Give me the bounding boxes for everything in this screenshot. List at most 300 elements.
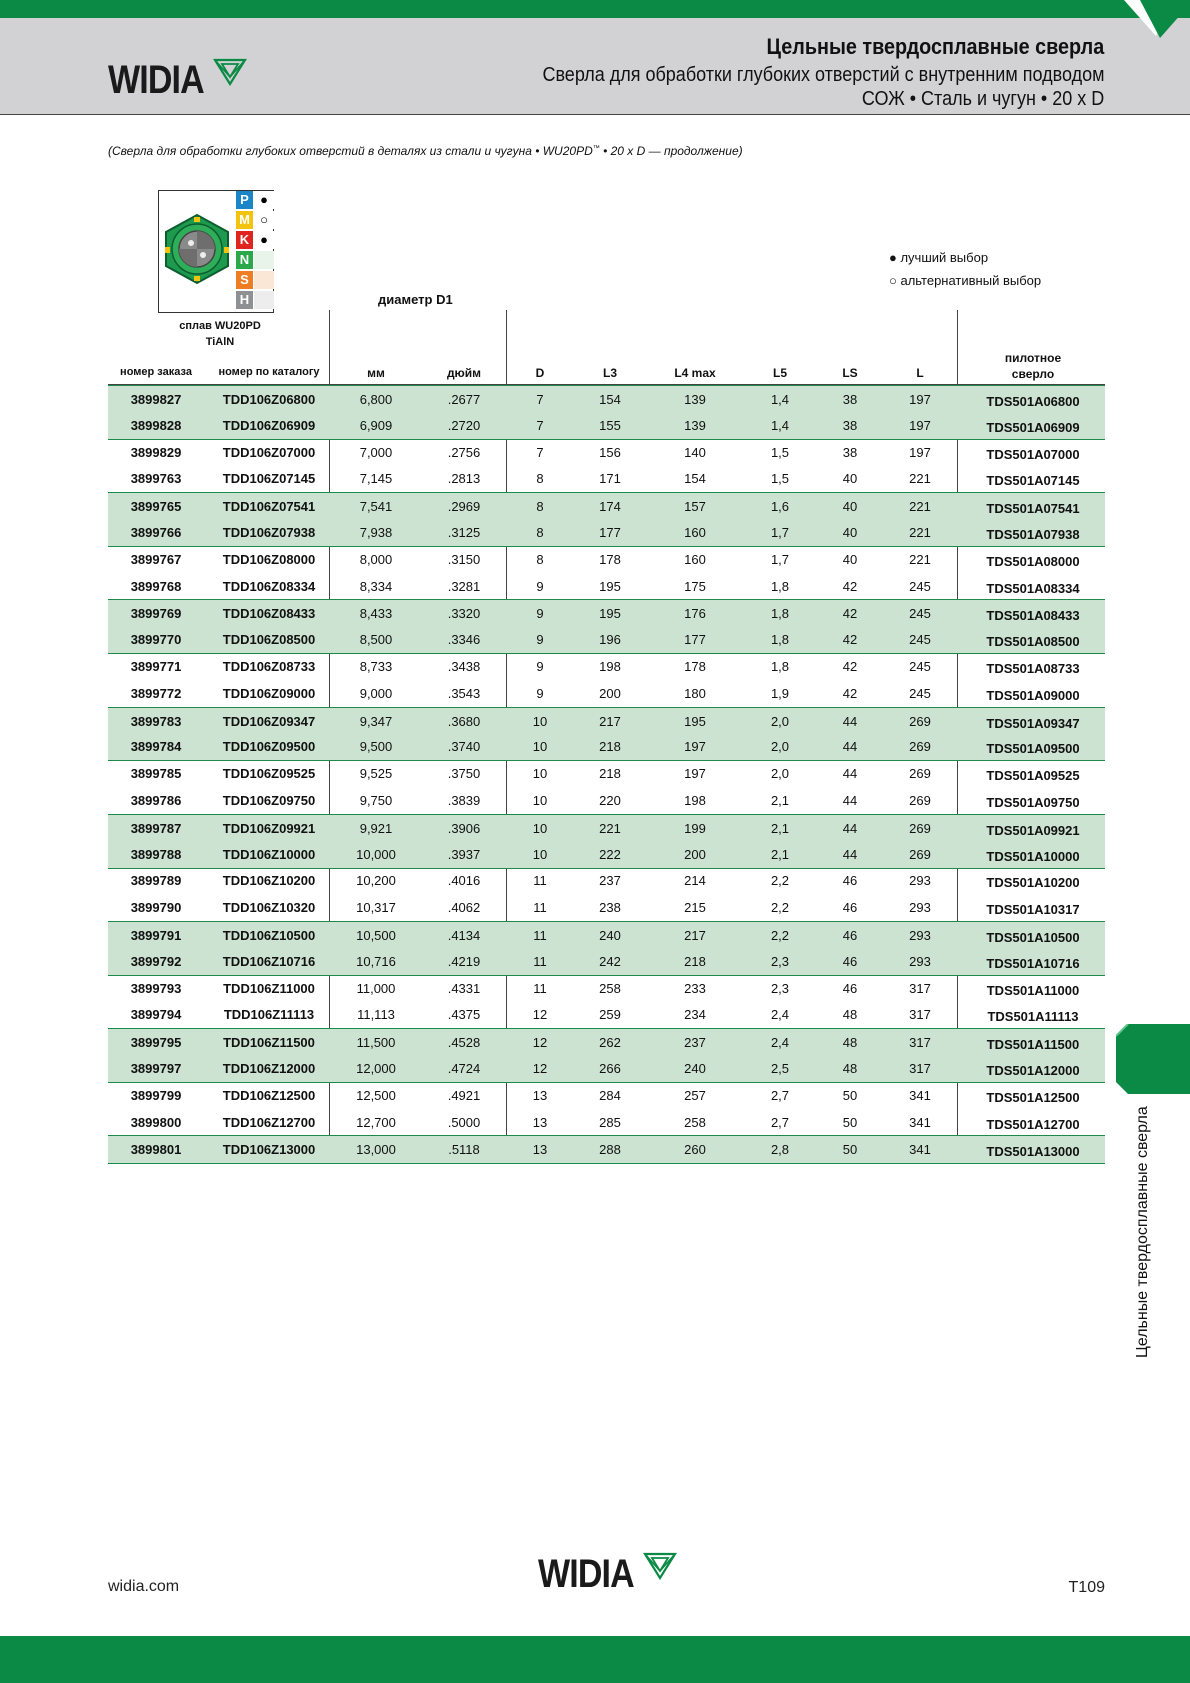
material-suitability-mark: ● — [253, 231, 274, 249]
cell-diameter-mm: 10,200 — [356, 873, 396, 889]
cell-ls: 46 — [842, 980, 858, 996]
top-green-bar — [0, 0, 1190, 18]
cell-pilot-drill: TDS501A07541 — [986, 501, 1080, 517]
table-row — [108, 921, 1105, 949]
cell-diameter-inch: .3937 — [447, 846, 481, 862]
cell-l3: 196 — [599, 632, 621, 648]
cell-d: 8 — [536, 499, 544, 515]
cell-diameter-inch: .2677 — [447, 392, 481, 407]
cell-catalog-no: TDD106Z10500 — [222, 928, 316, 943]
legend-best: ● лучший выбор — [889, 250, 989, 265]
table-row — [108, 1028, 1105, 1056]
cell-order-no: 3899768 — [130, 578, 182, 594]
table-row — [108, 948, 1105, 976]
cell-l5: 1,7 — [770, 551, 790, 567]
cell-catalog-no: TDD106Z12000 — [222, 1061, 316, 1076]
cell-l4max: 260 — [684, 1142, 706, 1158]
cell-l5: 2,5 — [770, 1061, 790, 1076]
cell-l3: 238 — [599, 900, 621, 916]
col-header-d: D — [535, 366, 545, 380]
cell-l3: 259 — [599, 1007, 621, 1023]
cell-l: 317 — [909, 1061, 931, 1076]
cell-pilot-drill: TDS501A10317 — [986, 902, 1080, 918]
page-header — [0, 18, 1190, 115]
cell-d: 11 — [533, 980, 547, 996]
cell-ls: 42 — [842, 578, 858, 594]
cell-d: 10 — [532, 713, 548, 729]
cell-l4max: 178 — [684, 659, 706, 674]
cell-catalog-no: TDD106Z09525 — [222, 766, 316, 782]
cell-l4max: 160 — [684, 551, 706, 567]
cell-pilot-drill: TDS501A10500 — [986, 930, 1080, 945]
cell-l3: 178 — [599, 551, 621, 567]
cell-order-no: 3899785 — [130, 766, 182, 782]
cell-l3: 266 — [599, 1061, 621, 1076]
cell-diameter-mm: 9,347 — [359, 713, 393, 729]
cell-ls: 42 — [842, 606, 858, 622]
cell-ls: 44 — [842, 820, 858, 836]
cell-catalog-no: TDD106Z07145 — [222, 471, 316, 487]
cell-l4max: 197 — [684, 766, 706, 782]
material-code: P — [236, 191, 253, 209]
cell-diameter-inch: .2720 — [447, 417, 481, 433]
cell-l3: 218 — [599, 739, 621, 755]
cell-l: 317 — [909, 1035, 931, 1051]
cell-catalog-no: TDD106Z09000 — [222, 685, 316, 701]
table-row — [108, 573, 1105, 600]
cell-d: 11 — [533, 873, 547, 889]
material-suitability-mark — [253, 291, 274, 309]
cell-pilot-drill: TDS501A12700 — [986, 1116, 1080, 1132]
cell-ls: 42 — [842, 659, 858, 674]
table-row — [108, 760, 1105, 787]
cell-l: 245 — [909, 659, 931, 674]
cell-order-no: 3899797 — [130, 1061, 182, 1076]
col-header-ls: LS — [842, 366, 858, 380]
cell-l5: 1,8 — [770, 606, 790, 622]
footer-logo-wordmark: WIDIA — [538, 1552, 634, 1596]
table-row — [108, 465, 1105, 492]
cell-d: 9 — [536, 632, 544, 648]
material-row-s — [236, 271, 274, 289]
cell-catalog-no: TDD106Z08500 — [222, 632, 316, 648]
cell-l3: 288 — [599, 1142, 621, 1158]
cell-d: 10 — [532, 766, 548, 782]
cell-order-no: 3899769 — [130, 606, 182, 622]
cell-pilot-drill: TDS501A10000 — [986, 848, 1080, 864]
cell-order-no: 3899766 — [130, 525, 182, 540]
cell-catalog-no: TDD106Z12500 — [222, 1087, 316, 1103]
table-row — [108, 492, 1105, 520]
cell-pilot-drill: TDS501A10200 — [986, 875, 1080, 891]
cell-d: 12 — [532, 1035, 548, 1051]
cell-pilot-drill: TDS501A09750 — [986, 795, 1080, 810]
cell-diameter-inch: .3740 — [447, 739, 481, 755]
cell-l4max: 218 — [684, 953, 706, 969]
cell-diameter-inch: .4062 — [447, 900, 481, 916]
cell-ls: 46 — [842, 928, 858, 943]
material-code: K — [236, 231, 253, 249]
table-row — [108, 385, 1105, 413]
cell-l3: 222 — [599, 846, 621, 862]
cell-l: 341 — [909, 1114, 931, 1130]
side-tab-marker — [1116, 1024, 1190, 1094]
cell-pilot-drill: TDS501A08433 — [986, 608, 1080, 624]
cell-diameter-inch: .3150 — [447, 551, 481, 567]
cell-order-no: 3899828 — [130, 417, 182, 433]
cell-l3: 155 — [599, 417, 621, 433]
cell-l4max: 140 — [684, 444, 706, 460]
cell-l3: 240 — [599, 928, 621, 943]
cell-d: 12 — [532, 1007, 548, 1023]
cell-diameter-inch: .3543 — [447, 685, 481, 701]
cell-l: 341 — [909, 1142, 931, 1158]
cell-diameter-inch: .4724 — [447, 1061, 481, 1076]
cell-catalog-no: TDD106Z10200 — [222, 873, 316, 889]
cell-order-no: 3899801 — [130, 1142, 182, 1158]
cell-l4max: 197 — [684, 739, 706, 755]
cell-catalog-no: TDD106Z08433 — [222, 606, 316, 622]
cell-d: 8 — [536, 525, 544, 540]
cell-diameter-mm: 8,733 — [359, 659, 393, 674]
legend-alternative: ○ альтернативный выбор — [889, 273, 1042, 288]
footer-widia-logo — [538, 1552, 677, 1594]
alloy-coating: TiAlN — [205, 336, 235, 348]
cell-catalog-no: TDD106Z10716 — [222, 953, 316, 969]
cell-l4max: 215 — [684, 900, 706, 916]
cell-ls: 38 — [842, 444, 858, 460]
cell-l5: 2,3 — [770, 953, 790, 969]
cell-l4max: 175 — [684, 578, 706, 594]
cell-pilot-drill: TDS501A06909 — [986, 419, 1080, 435]
col-header-l5: L5 — [772, 366, 787, 380]
material-code: H — [236, 291, 253, 309]
cell-l3: 171 — [599, 471, 621, 487]
cell-diameter-mm: 7,541 — [359, 499, 393, 515]
cell-l: 293 — [909, 873, 931, 889]
table-row — [108, 867, 1105, 894]
page-number: T109 — [1068, 1579, 1105, 1596]
cell-pilot-drill: TDS501A11113 — [987, 1009, 1079, 1025]
cell-order-no: 3899771 — [130, 659, 182, 674]
cell-l5: 1,7 — [770, 525, 790, 540]
cell-l: 317 — [909, 980, 931, 996]
cell-l5: 2,8 — [770, 1142, 790, 1158]
cell-diameter-inch: .3680 — [447, 713, 481, 729]
cell-l5: 2,7 — [770, 1087, 790, 1103]
col-header-mm: мм — [367, 366, 385, 380]
cell-catalog-no: TDD106Z13000 — [222, 1142, 316, 1158]
cell-catalog-no: TDD106Z09347 — [222, 713, 316, 729]
cell-l4max: 198 — [684, 793, 706, 808]
cell-diameter-inch: .4375 — [447, 1007, 481, 1023]
cell-diameter-mm: 12,000 — [356, 1061, 396, 1076]
cell-l: 221 — [909, 551, 931, 567]
cell-diameter-mm: 12,700 — [356, 1114, 396, 1130]
page-subtitle-2: СОЖ • Сталь и чугун • 20 x D — [861, 88, 1104, 110]
cell-diameter-inch: .4921 — [447, 1087, 481, 1103]
cell-catalog-no: TDD106Z07000 — [222, 444, 316, 460]
cell-l4max: 233 — [684, 980, 706, 996]
cell-d: 13 — [532, 1087, 548, 1103]
table-row — [108, 733, 1105, 761]
cell-l5: 2,0 — [770, 739, 790, 755]
page-subtitle-1: Сверла для обработки глубоких отверстий с внутренним подводом — [541, 64, 1104, 86]
cell-ls: 50 — [842, 1087, 858, 1103]
table-row — [108, 1082, 1105, 1109]
material-suitability-mark — [253, 251, 274, 269]
cell-l: 269 — [909, 793, 931, 808]
cell-l: 269 — [909, 846, 931, 862]
cell-d: 12 — [532, 1061, 548, 1076]
cell-diameter-mm: 9,921 — [359, 820, 393, 836]
cell-diameter-mm: 6,909 — [359, 417, 393, 433]
bottom-green-bar — [0, 1636, 1190, 1683]
cell-l4max: 195 — [684, 713, 706, 729]
cell-l5: 2,0 — [770, 713, 790, 729]
cell-pilot-drill: TDS501A10716 — [986, 955, 1080, 971]
cell-diameter-mm: 9,000 — [359, 685, 393, 701]
col-header-l: L — [916, 366, 924, 380]
cell-diameter-inch: .5000 — [447, 1114, 481, 1130]
cell-l4max: 257 — [684, 1087, 706, 1103]
cell-l5: 1,8 — [770, 578, 790, 594]
cell-diameter-inch: .5118 — [448, 1142, 480, 1158]
alloy-label — [158, 318, 282, 350]
cell-l5: 2,1 — [770, 793, 790, 808]
footer-url[interactable]: widia.com — [108, 1578, 180, 1595]
cell-l: 293 — [909, 928, 931, 943]
cell-pilot-drill: TDS501A08500 — [986, 634, 1080, 650]
cell-diameter-inch: .3750 — [447, 766, 481, 782]
cell-order-no: 3899786 — [130, 793, 182, 808]
cell-diameter-mm: 13,000 — [356, 1142, 396, 1158]
footer-logo-triangle-icon — [643, 1552, 677, 1580]
cell-ls: 44 — [842, 713, 858, 729]
cell-l: 197 — [909, 392, 931, 407]
cell-l5: 1,4 — [770, 392, 790, 407]
cell-l4max: 258 — [684, 1114, 706, 1130]
cell-catalog-no: TDD106Z07938 — [222, 525, 316, 540]
cell-order-no: 3899770 — [130, 632, 182, 648]
material-row-n — [236, 251, 274, 269]
cell-catalog-no: TDD106Z11500 — [223, 1035, 315, 1051]
cell-ls: 42 — [842, 685, 858, 701]
cell-d: 9 — [536, 578, 544, 594]
cell-ls: 38 — [842, 392, 858, 407]
cell-l5: 2,4 — [770, 1035, 790, 1051]
material-row-p — [236, 191, 274, 209]
cell-catalog-no: TDD106Z08733 — [222, 659, 316, 674]
logo-triangle-icon — [213, 58, 247, 86]
cell-l5: 2,1 — [770, 846, 790, 862]
table-row — [108, 1135, 1105, 1164]
cell-diameter-mm: 8,433 — [359, 606, 393, 622]
cell-diameter-inch: .3906 — [447, 820, 481, 836]
cell-order-no: 3899788 — [130, 846, 182, 862]
cell-diameter-inch: .3839 — [447, 793, 481, 808]
cell-order-no: 3899772 — [130, 685, 182, 701]
cell-order-no: 3899794 — [130, 1007, 182, 1023]
cell-order-no: 3899793 — [130, 980, 182, 996]
table-row — [108, 412, 1105, 440]
cell-l: 221 — [909, 525, 931, 540]
cell-diameter-inch: .4219 — [447, 953, 481, 969]
cell-diameter-mm: 12,500 — [356, 1087, 396, 1103]
cell-l3: 258 — [599, 980, 621, 996]
cell-diameter-mm: 11,113 — [357, 1007, 395, 1023]
cell-ls: 42 — [842, 632, 858, 648]
table-row — [108, 814, 1105, 842]
table-row — [108, 975, 1105, 1002]
cell-ls: 44 — [842, 739, 858, 755]
cell-order-no: 3899800 — [130, 1114, 182, 1130]
cell-catalog-no: TDD106Z09921 — [222, 820, 316, 836]
cell-pilot-drill: TDS501A08733 — [986, 661, 1080, 676]
widia-logo — [108, 58, 247, 100]
cell-pilot-drill: TDS501A12000 — [986, 1063, 1080, 1078]
cell-l: 269 — [909, 713, 931, 729]
cell-ls: 46 — [842, 900, 858, 916]
cell-order-no: 3899787 — [130, 820, 182, 836]
cell-pilot-drill: TDS501A07145 — [986, 473, 1080, 489]
table-row — [108, 787, 1105, 814]
cell-d: 11 — [533, 928, 547, 943]
material-application-box — [158, 190, 274, 313]
cell-catalog-no: TDD106Z11000 — [223, 980, 315, 996]
col-header-inch: дюйм — [446, 366, 482, 380]
cell-d: 11 — [533, 900, 547, 916]
table-row — [108, 894, 1105, 921]
cell-l5: 1,8 — [770, 659, 790, 674]
cell-catalog-no: TDD106Z08334 — [222, 578, 316, 594]
cell-l: 245 — [909, 578, 931, 594]
cell-l5: 1,8 — [770, 632, 790, 648]
cell-l3: 156 — [599, 444, 621, 460]
cell-diameter-mm: 7,938 — [359, 525, 393, 540]
cell-l5: 1,9 — [770, 685, 790, 701]
cell-l5: 2,2 — [770, 900, 790, 916]
cell-l5: 1,5 — [770, 471, 790, 487]
cell-l: 317 — [909, 1007, 931, 1023]
cell-l3: 237 — [599, 873, 621, 889]
cell-order-no: 3899789 — [130, 873, 182, 889]
cell-d: 9 — [536, 659, 544, 674]
material-suitability-mark — [253, 271, 274, 289]
cell-d: 7 — [536, 392, 544, 407]
cell-ls: 44 — [842, 766, 858, 782]
cell-l4max: 199 — [684, 820, 706, 836]
cell-d: 9 — [536, 606, 544, 622]
table-row — [108, 439, 1105, 466]
cell-l3: 154 — [599, 392, 621, 407]
cell-l: 269 — [909, 739, 931, 755]
cell-catalog-no: TDD106Z07541 — [222, 499, 316, 515]
material-suitability-mark: ● — [253, 191, 274, 209]
page-title: Цельные твердосплавные сверла — [766, 34, 1104, 59]
col-header-l3: L3 — [602, 366, 617, 380]
material-code: M — [236, 211, 253, 229]
col-header-pilot-drill: пилотное сверло — [1004, 351, 1062, 381]
cell-pilot-drill: TDS501A09347 — [986, 715, 1080, 731]
cell-ls: 40 — [842, 471, 858, 487]
cell-pilot-drill: TDS501A12500 — [986, 1089, 1080, 1105]
cell-diameter-mm: 8,500 — [359, 632, 393, 648]
cell-l: 221 — [909, 499, 931, 515]
header-corner-notch — [1100, 0, 1190, 40]
cell-diameter-mm: 6,800 — [359, 392, 393, 407]
cell-l: 197 — [909, 444, 931, 460]
cell-l4max: 157 — [684, 499, 706, 515]
material-code: S — [236, 271, 253, 289]
cell-order-no: 3899763 — [130, 471, 182, 487]
cell-l4max: 237 — [684, 1035, 706, 1051]
col-header-catalog-no: номер по каталогу — [218, 366, 320, 378]
cell-diameter-mm: 10,317 — [356, 900, 396, 916]
cell-l3: 200 — [599, 685, 621, 701]
cell-diameter-inch: .3346 — [447, 632, 481, 648]
cell-l4max: 214 — [684, 873, 706, 889]
cell-diameter-mm: 11,500 — [356, 1035, 396, 1051]
cell-l5: 1,6 — [770, 499, 790, 515]
cell-pilot-drill: TDS501A08000 — [986, 553, 1080, 569]
table-row — [108, 653, 1105, 680]
cell-l4max: 234 — [684, 1007, 706, 1023]
cell-l3: 198 — [599, 659, 621, 674]
cell-l: 245 — [909, 685, 931, 701]
table-row — [108, 1109, 1105, 1136]
cell-l5: 2,1 — [770, 820, 790, 836]
cell-l4max: 154 — [684, 471, 706, 487]
diameter-group-header: диаметр D1 — [378, 292, 453, 307]
cell-pilot-drill: TDS501A09000 — [986, 687, 1080, 703]
cell-order-no: 3899783 — [130, 713, 182, 729]
cell-diameter-mm: 10,716 — [356, 953, 396, 969]
cell-l5: 1,4 — [770, 417, 790, 433]
material-code: N — [236, 251, 253, 269]
cell-catalog-no: TDD106Z06909 — [222, 417, 316, 433]
cell-ls: 50 — [842, 1142, 858, 1158]
cell-d: 13 — [532, 1142, 548, 1158]
cell-ls: 48 — [842, 1007, 858, 1023]
cell-pilot-drill: TDS501A06800 — [986, 394, 1080, 409]
cell-l3: 220 — [599, 793, 621, 808]
cell-diameter-inch: .3438 — [447, 659, 481, 674]
cell-pilot-drill: TDS501A07938 — [986, 527, 1080, 542]
cell-d: 13 — [532, 1114, 548, 1130]
cell-pilot-drill: TDS501A09500 — [986, 741, 1080, 757]
cell-diameter-inch: .4331 — [447, 980, 481, 996]
cell-order-no: 3899765 — [130, 499, 182, 515]
cell-l5: 2,2 — [770, 928, 790, 943]
cell-l5: 2,2 — [770, 873, 790, 889]
cell-diameter-inch: .3320 — [447, 606, 481, 622]
cell-diameter-mm: 9,525 — [359, 766, 393, 782]
cell-diameter-mm: 7,000 — [359, 444, 393, 460]
cell-l: 269 — [909, 766, 931, 782]
cell-order-no: 3899767 — [130, 551, 182, 567]
cell-l: 293 — [909, 953, 931, 969]
cell-diameter-mm: 11,000 — [356, 980, 396, 996]
cell-pilot-drill: TDS501A09921 — [986, 822, 1080, 838]
cell-l3: 218 — [599, 766, 621, 782]
cell-catalog-no: TDD106Z12700 — [222, 1114, 316, 1130]
cell-ls: 50 — [842, 1114, 858, 1130]
cell-diameter-mm: 8,334 — [359, 578, 393, 594]
cell-diameter-mm: 10,500 — [356, 928, 396, 943]
cell-l4max: 160 — [684, 525, 706, 540]
cell-l4max: 180 — [684, 685, 706, 701]
